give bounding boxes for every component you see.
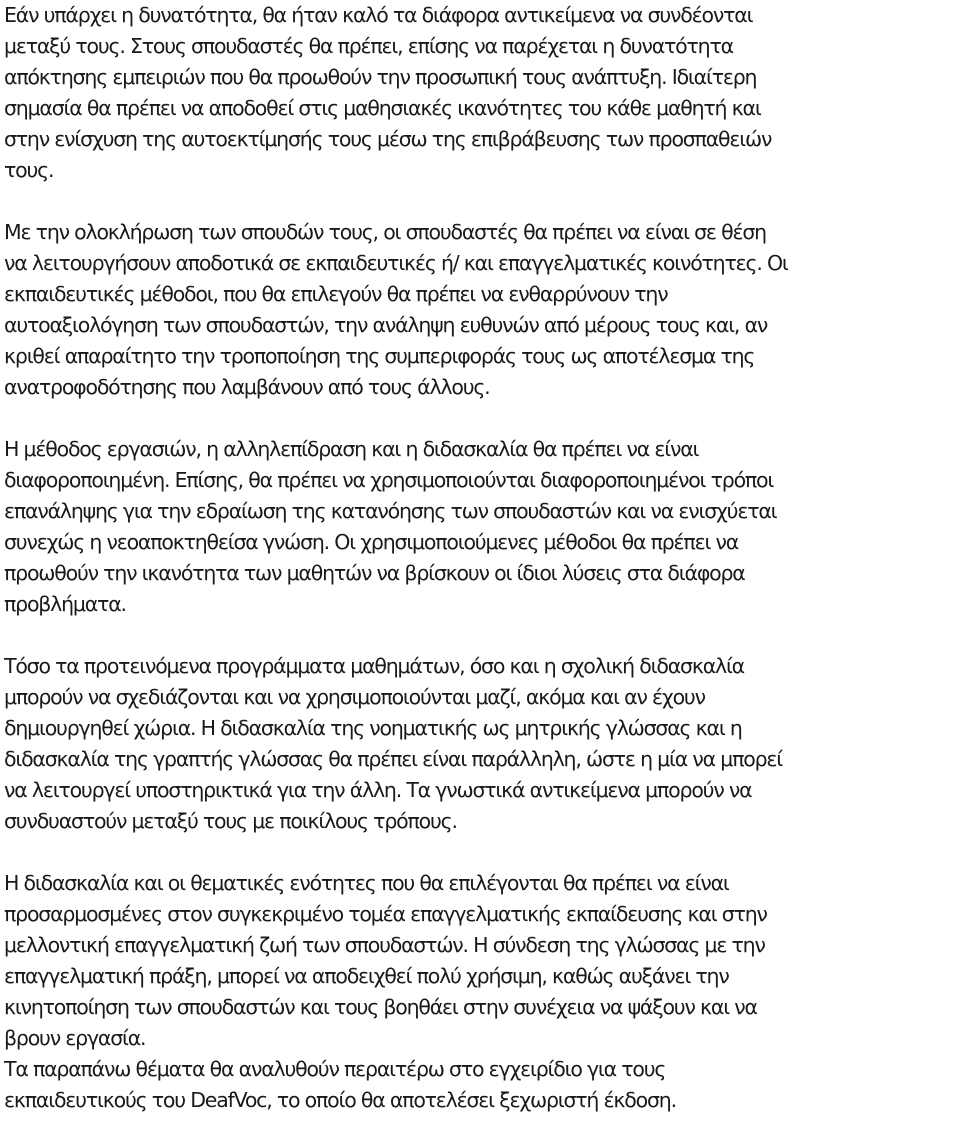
text-line: να λειτουργεί υποστηρικτικά για την άλλη. Τα γνωστικά αντικείμενα μπορούν να — [4, 778, 752, 802]
text-line: διαφοροποιημένη. Επίσης, θα πρέπει να χρησιμοποιούνται διαφοροποιημένοι τρόποι — [4, 468, 774, 492]
text-line: επανάληψης για την εδραίωση της κατανόησης των σπουδαστών και να ενισχύεται — [4, 499, 777, 523]
paragraph-spacer — [4, 620, 960, 651]
text-line: Εάν υπάρχει η δυνατότητα, θα ήταν καλό τα διάφορα αντικείμενα να συνδέονται — [4, 3, 753, 27]
text-line: κινητοποίηση των σπουδαστών και τους βοηθάει στην συνέχεια να ψάξουν και να — [4, 995, 757, 1019]
text-line: προωθούν την ικανότητα των μαθητών να βρίσκουν οι ίδιοι λύσεις στα διάφορα — [4, 561, 745, 585]
text-line: δημιουργηθεί χώρια. Η διδασκαλία της νοηματικής ως μητρικής γλώσσας και η — [4, 716, 742, 740]
text-line: εκπαιδευτικούς του DeafVoc, το οποίο θα αποτελέσει ξεχωριστή έκδοση. — [4, 1088, 676, 1112]
text-line: Η μέθοδος εργασιών, η αλληλεπίδραση και η διδασκαλία θα πρέπει να είναι — [4, 437, 699, 461]
document-page — [4, 0, 960, 1116]
paragraph-2 — [4, 217, 960, 403]
text-line: προσαρμοσμένες στον συγκεκριμένο τομέα επαγγελματικής εκπαίδευσης και στην — [4, 902, 767, 926]
text-line: βρουν εργασία. — [4, 1026, 146, 1050]
text-line: σημασία θα πρέπει να αποδοθεί στις μαθησιακές ικανότητες του κάθε μαθητή και — [4, 96, 761, 120]
text-line: Τόσο τα προτεινόμενα προγράμματα μαθημάτων, όσο και η σχολική διδασκαλία — [4, 654, 744, 678]
paragraph-spacer — [4, 837, 960, 868]
paragraph-spacer — [4, 403, 960, 434]
text-line: να λειτουργήσουν αποδοτικά σε εκπαιδευτικές ή/ και επαγγελματικές κοινότητες. Οι — [4, 251, 788, 275]
paragraph-spacer — [4, 186, 960, 217]
text-line: εκπαιδευτικές μέθοδοι, που θα επιλεγούν θα πρέπει να ενθαρρύνουν την — [4, 282, 668, 306]
text-line: συνεχώς η νεοαποκτηθείσα γνώση. Οι χρησιμοποιούμενες μέθοδοι θα πρέπει να — [4, 530, 739, 554]
paragraph-1 — [4, 0, 960, 186]
text-line: αυτοαξιολόγηση των σπουδαστών, την ανάληψη ευθυνών από μέρους τους και, αν — [4, 313, 768, 337]
paragraph-5 — [4, 868, 960, 1116]
text-line: ανατροφοδότησης που λαμβάνουν από τους άλλους. — [4, 375, 490, 399]
paragraph-3 — [4, 434, 960, 620]
text-line: Τα παραπάνω θέματα θα αναλυθούν περαιτέρω στο εγχειρίδιο για τους — [4, 1057, 666, 1081]
text-line: μελλοντική επαγγελματική ζωή των σπουδαστών. Η σύνδεση της γλώσσας με την — [4, 933, 765, 957]
text-line: στην ενίσχυση της αυτοεκτίμησής τους μέσω της επιβράβευσης των προσπαθειών — [4, 127, 772, 151]
text-line: διδασκαλία της γραπτής γλώσσας θα πρέπει είναι παράλληλη, ώστε η μία να μπορεί — [4, 747, 783, 771]
text-line: μπορούν να σχεδιάζονται και να χρησιμοποιούνται μαζί, ακόμα και αν έχουν — [4, 685, 705, 709]
text-line: μεταξύ τους. Στους σπουδαστές θα πρέπει, επίσης να παρέχεται η δυνατότητα — [4, 34, 733, 58]
text-line: προβλήματα. — [4, 592, 126, 616]
text-line: Η διδασκαλία και οι θεματικές ενότητες που θα επιλέγονται θα πρέπει να είναι — [4, 871, 729, 895]
text-line: επαγγελματική πράξη, μπορεί να αποδειχθεί πολύ χρήσιμη, καθώς αυξάνει την — [4, 964, 729, 988]
paragraph-4 — [4, 651, 960, 837]
text-line: κριθεί απαραίτητο την τροποποίηση της συμπεριφοράς τους ως αποτέλεσμα της — [4, 344, 755, 368]
text-line: τους. — [4, 158, 54, 182]
text-line: Με την ολοκλήρωση των σπουδών τους, οι σπουδαστές θα πρέπει να είναι σε θέση — [4, 220, 766, 244]
text-line: απόκτησης εμπειριών που θα προωθούν την προσωπική τους ανάπτυξη. Ιδιαίτερη — [4, 65, 757, 89]
text-line: συνδυαστούν μεταξύ τους με ποικίλους τρόπους. — [4, 809, 457, 833]
